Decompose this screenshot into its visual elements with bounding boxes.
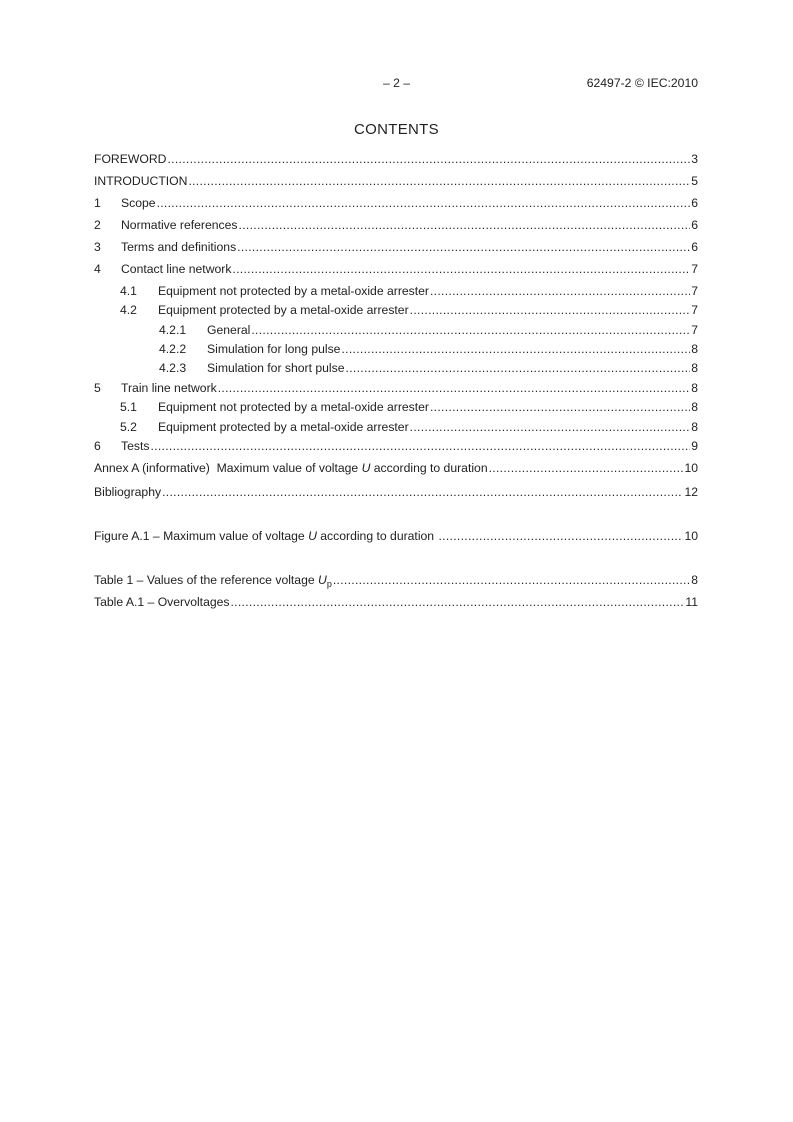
toc-entry-introduction[interactable] bbox=[94, 173, 698, 189]
contents-title: CONTENTS bbox=[354, 121, 439, 138]
toc-clause-number: 4.2.2 bbox=[159, 342, 187, 356]
toc-entry-text: Contact line network bbox=[121, 262, 232, 276]
toc-entry-5-2[interactable] bbox=[120, 419, 698, 435]
toc-entry-text bbox=[94, 460, 488, 476]
toc-page-number: 8 bbox=[691, 400, 698, 414]
toc-page-number: 7 bbox=[691, 303, 698, 317]
toc-entry-foreword[interactable] bbox=[94, 151, 698, 167]
toc-entry-annex-a[interactable] bbox=[94, 460, 698, 476]
dot-leader bbox=[237, 239, 690, 255]
toc-clause-number: 4.2.3 bbox=[159, 361, 187, 375]
dot-leader bbox=[157, 195, 691, 211]
toc-clause-number: 5.2 bbox=[120, 420, 137, 434]
toc-page-number: 8 bbox=[691, 420, 698, 434]
list-of-tables-entry[interactable] bbox=[94, 572, 698, 588]
toc-page-number: 10 bbox=[684, 461, 698, 475]
toc-entry-text: Equipment protected by a metal-oxide arrester bbox=[158, 420, 409, 434]
toc-entry-text: Bibliography bbox=[94, 485, 162, 499]
figure-text-part: according to duration bbox=[316, 529, 438, 543]
figure-page-number: 10 bbox=[684, 529, 698, 543]
voltage-subscript: p bbox=[326, 579, 332, 589]
toc-entry-text: Scope bbox=[121, 196, 156, 210]
dot-leader bbox=[341, 341, 690, 357]
dot-leader bbox=[346, 360, 691, 376]
toc-clause-number: 4.1 bbox=[120, 284, 137, 298]
toc-entry-1[interactable] bbox=[94, 195, 698, 211]
toc-entry-4-2[interactable] bbox=[120, 302, 698, 318]
dot-leader bbox=[239, 217, 691, 233]
toc-entry-4-1[interactable] bbox=[120, 283, 698, 299]
toc-entry-4-2-3[interactable] bbox=[159, 360, 698, 376]
dot-leader bbox=[489, 460, 684, 476]
list-of-tables-entry[interactable] bbox=[94, 594, 698, 610]
toc-entry-text: INTRODUCTION bbox=[94, 174, 188, 188]
toc-page-number: 6 bbox=[691, 240, 698, 254]
toc-clause-number: 1 bbox=[94, 196, 101, 210]
toc-page-number: 6 bbox=[691, 196, 698, 210]
figure-entry-text bbox=[94, 528, 437, 544]
toc-page-number: 5 bbox=[691, 174, 698, 188]
table-entry-text: Table A.1 – Overvoltages bbox=[94, 595, 230, 609]
toc-page-number: 7 bbox=[691, 284, 698, 298]
toc-page-number: 9 bbox=[691, 439, 698, 453]
list-of-figures-entry[interactable] bbox=[94, 528, 698, 544]
toc-entry-text: Simulation for long pulse bbox=[207, 342, 341, 356]
dot-leader bbox=[333, 572, 690, 588]
toc-entry-5-1[interactable] bbox=[120, 399, 698, 415]
dot-leader bbox=[218, 380, 690, 396]
dot-leader bbox=[251, 322, 690, 338]
dot-leader bbox=[150, 438, 690, 454]
toc-entry-bibliography[interactable] bbox=[94, 484, 698, 500]
toc-page-number: 8 bbox=[691, 342, 698, 356]
toc-text-part: Annex A (informative) Maximum value of voltage bbox=[94, 461, 362, 475]
dot-leader bbox=[167, 151, 690, 167]
page-number: – 2 – bbox=[382, 76, 411, 90]
voltage-symbol: U bbox=[361, 461, 371, 475]
toc-entry-text: Terms and definitions bbox=[121, 240, 237, 254]
toc-entry-text: Normative references bbox=[121, 218, 238, 232]
table-page-number: 11 bbox=[685, 595, 698, 609]
toc-clause-number: 4 bbox=[94, 262, 101, 276]
toc-entry-text: Equipment not protected by a metal-oxide arrester bbox=[158, 284, 429, 298]
toc-clause-number: 4.2.1 bbox=[159, 323, 187, 337]
table-text-part: Table 1 – Values of the reference voltage bbox=[94, 573, 319, 587]
document-reference: 62497-2 © IEC:2010 bbox=[586, 76, 698, 90]
toc-entry-5[interactable] bbox=[94, 380, 698, 396]
toc-entry-4-2-2[interactable] bbox=[159, 341, 698, 357]
table-entry-text bbox=[94, 572, 332, 588]
toc-clause-number: 3 bbox=[94, 240, 101, 254]
toc-page-number: 3 bbox=[691, 152, 698, 166]
dot-leader bbox=[430, 399, 690, 415]
table-page-number: 8 bbox=[691, 573, 698, 587]
toc-text-part: according to duration bbox=[370, 461, 488, 475]
figure-text-part: Figure A.1 – Maximum value of voltage bbox=[94, 529, 309, 543]
toc-entry-text: Tests bbox=[121, 439, 150, 453]
dot-leader bbox=[430, 283, 690, 299]
toc-entry-text: FOREWORD bbox=[94, 152, 167, 166]
dot-leader bbox=[410, 419, 691, 435]
toc-entry-2[interactable] bbox=[94, 217, 698, 233]
dot-leader bbox=[162, 484, 683, 500]
toc-entry-text: Equipment protected by a metal-oxide arrester bbox=[158, 303, 409, 317]
toc-entry-6[interactable] bbox=[94, 438, 698, 454]
dot-leader bbox=[188, 173, 690, 189]
voltage-symbol: U bbox=[318, 573, 327, 587]
toc-entry-4-2-1[interactable] bbox=[159, 322, 698, 338]
toc-page-number: 7 bbox=[691, 262, 698, 276]
dot-leader bbox=[232, 261, 690, 277]
dot-leader bbox=[410, 302, 691, 318]
toc-page-number: 7 bbox=[691, 323, 698, 337]
toc-entry-text: Train line network bbox=[121, 381, 217, 395]
toc-page-number: 12 bbox=[684, 485, 698, 499]
dot-leader bbox=[438, 528, 683, 544]
toc-clause-number: 5 bbox=[94, 381, 101, 395]
toc-clause-number: 4.2 bbox=[120, 303, 137, 317]
toc-entry-text: Simulation for short pulse bbox=[207, 361, 345, 375]
toc-page-number: 8 bbox=[691, 381, 698, 395]
toc-clause-number: 2 bbox=[94, 218, 101, 232]
toc-page-number: 8 bbox=[691, 361, 698, 375]
toc-entry-text: Equipment not protected by a metal-oxide arrester bbox=[158, 400, 429, 414]
toc-entry-text: General bbox=[207, 323, 251, 337]
toc-clause-number: 5.1 bbox=[120, 400, 137, 414]
voltage-symbol: U bbox=[308, 529, 317, 543]
toc-page-number: 6 bbox=[691, 218, 698, 232]
toc-entry-4[interactable] bbox=[94, 261, 698, 277]
toc-entry-3[interactable] bbox=[94, 239, 698, 255]
toc-clause-number: 6 bbox=[94, 439, 101, 453]
dot-leader bbox=[231, 594, 685, 610]
